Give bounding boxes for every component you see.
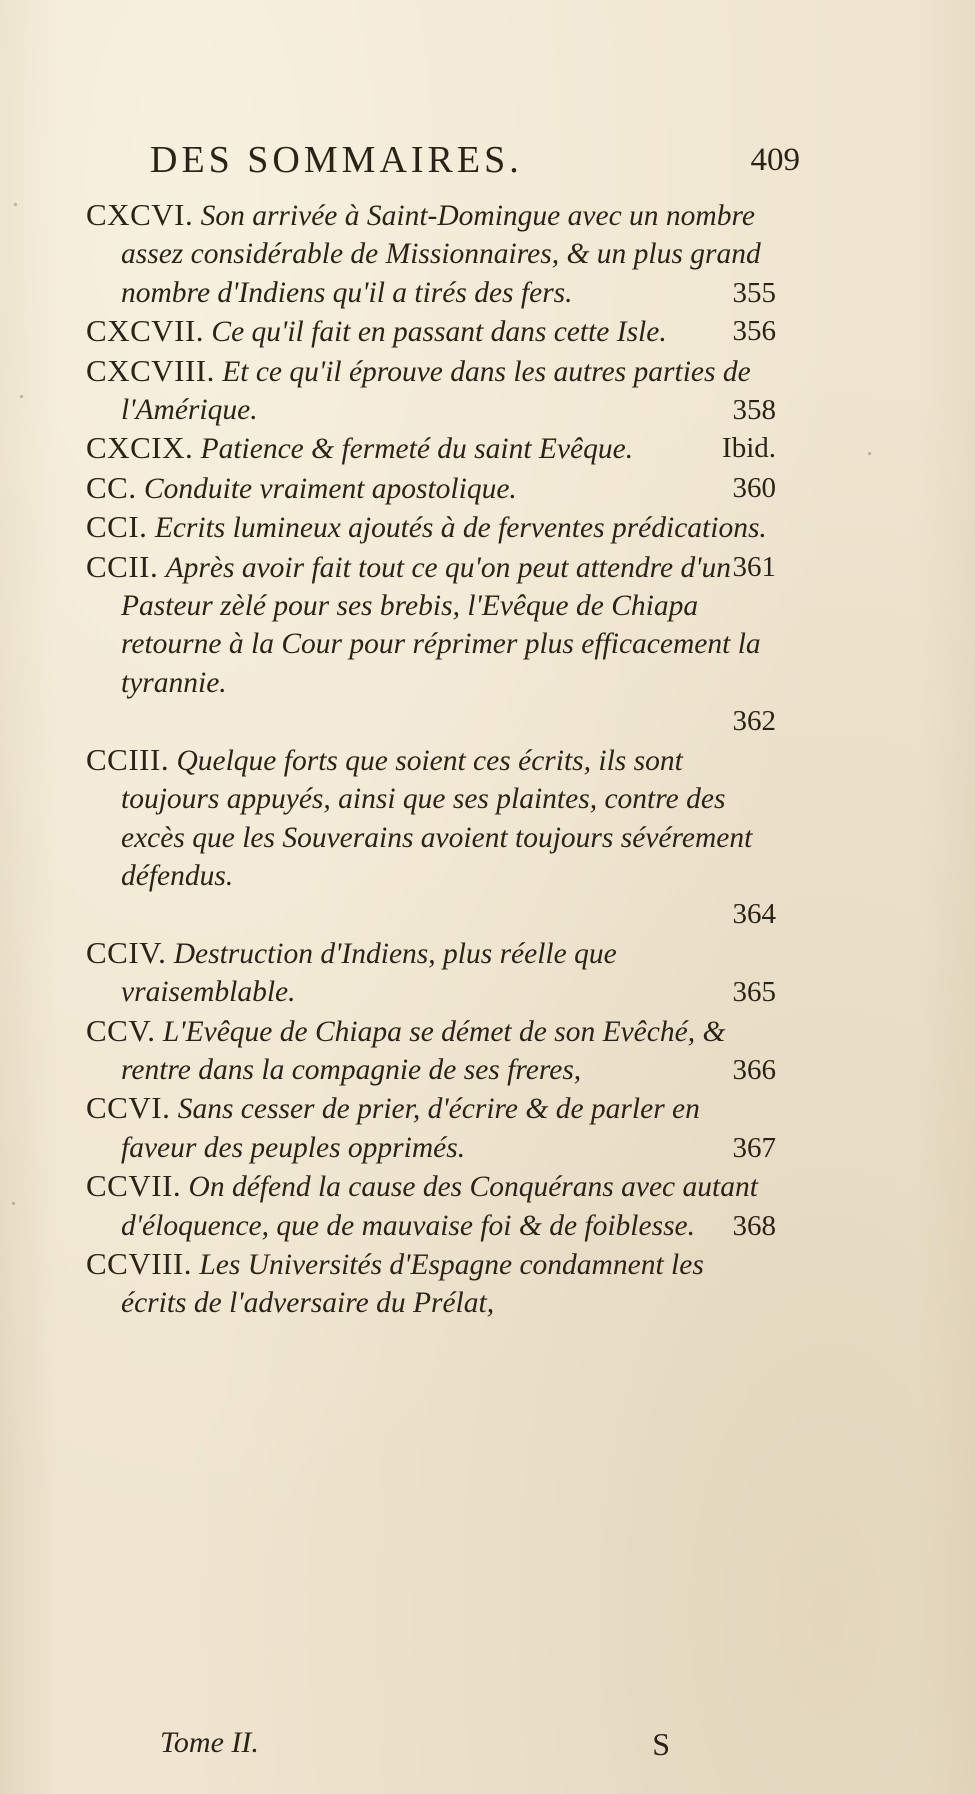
chapter-number: CXCVII. xyxy=(86,313,205,349)
chapter-summary: Et ce qu'il éprouve dans les autres parties de l'Amérique. xyxy=(121,355,751,427)
summary-entry xyxy=(86,469,776,508)
chapter-number: CCVI. xyxy=(86,1090,171,1126)
chapter-summary: Après avoir fait tout ce qu'on peut attendre d'un Pasteur zèlé pour ses brebis, l'Evêque de Chiapa retourne à la Cour pour réprimer plus efficacement la tyrannie. xyxy=(121,551,761,699)
chapter-number: CXCVI. xyxy=(86,197,194,232)
chapter-summary: Quelque forts que soient ces écrits, ils sont toujours appuyés, ainsi que ses plaintes, contre des excès que les Souverains avoient toujours sévérement défendus. xyxy=(121,744,753,892)
summary-entry xyxy=(86,1012,776,1090)
table-of-summaries xyxy=(86,196,776,1323)
summary-entry xyxy=(86,312,776,351)
chapter-number: CCV. xyxy=(86,1012,156,1048)
summary-entry xyxy=(86,196,776,312)
summary-entry xyxy=(86,1167,776,1245)
paper-speck xyxy=(20,395,23,398)
page-reference: 365 xyxy=(732,976,776,1009)
chapter-number: CCIV. xyxy=(86,934,167,970)
chapter-summary: Destruction d'Indiens, plus réelle que vraisemblable. xyxy=(121,937,617,1009)
chapter-number: CCVIII. xyxy=(86,1245,192,1281)
summary-entry xyxy=(86,548,776,741)
summary-entry xyxy=(86,352,776,430)
chapter-number: CXCVIII. xyxy=(86,352,215,388)
page-reference: 356 xyxy=(732,315,776,348)
page-reference: 358 xyxy=(732,394,776,427)
chapter-summary: Ecrits lumineux ajoutés à de ferventes prédications. xyxy=(154,512,767,545)
chapter-number: CCI. xyxy=(86,509,148,545)
summary-entry xyxy=(86,1245,776,1323)
page-reference: Ibid. xyxy=(722,432,776,465)
chapter-number: CCVII. xyxy=(86,1168,182,1204)
summary-entry xyxy=(86,741,776,934)
chapter-number: CCII. xyxy=(86,548,159,584)
summary-entry xyxy=(86,1089,776,1167)
chapter-summary: Patience & fermeté du saint Evêque. xyxy=(200,433,634,466)
paper-speck xyxy=(14,203,17,206)
chapter-summary: Son arrivée à Saint-Domingue avec un nombre assez considérable de Missionnaires, & un plus grand nombre d'Indiens qu'il a tirés des fers. xyxy=(121,200,761,309)
page-reference: 368 xyxy=(732,1209,776,1242)
page-reference: 362 xyxy=(732,705,776,738)
chapter-summary: L'Evêque de Chiapa se démet de son Evêché, & rentre dans la compagnie de ses freres, xyxy=(121,1015,726,1086)
paper-speck xyxy=(12,1202,15,1205)
paper-speck xyxy=(868,452,871,455)
chapter-summary: Ce qu'il fait en passant dans cette Isle. xyxy=(211,316,667,349)
chapter-summary: Conduite vraiment apostolique. xyxy=(143,472,517,505)
chapter-summary: On défend la cause des Conquérans avec autant d'éloquence, que de mauvaise foi & de foiblesse. xyxy=(121,1171,758,1242)
summary-entry xyxy=(86,429,776,468)
page-reference: 361 xyxy=(732,550,776,583)
page-reference: 364 xyxy=(732,898,776,931)
volume-label: Tome II. xyxy=(160,1726,259,1759)
page-number: 409 xyxy=(750,142,800,178)
chapter-number: CCIII. xyxy=(86,741,170,777)
chapter-number: CXCIX. xyxy=(86,430,194,466)
chapter-number: CC. xyxy=(86,469,137,505)
summary-entry xyxy=(86,934,776,1012)
running-head xyxy=(150,138,800,188)
signature-mark: S xyxy=(652,1726,670,1762)
page-footer xyxy=(160,1726,670,1770)
chapter-summary: Les Universités d'Espagne condamnent les écrits de l'adversaire du Prélat, xyxy=(121,1248,704,1320)
chapter-summary: Sans cesser de prier, d'écrire & de parler en faveur des peuples opprimés. xyxy=(121,1093,700,1164)
running-head-title: DES SOMMAIRES. xyxy=(150,139,523,181)
page-reference: 355 xyxy=(732,276,776,309)
page-reference: 367 xyxy=(732,1131,776,1164)
page-reference: 366 xyxy=(732,1053,776,1086)
page-reference: 360 xyxy=(732,471,776,504)
